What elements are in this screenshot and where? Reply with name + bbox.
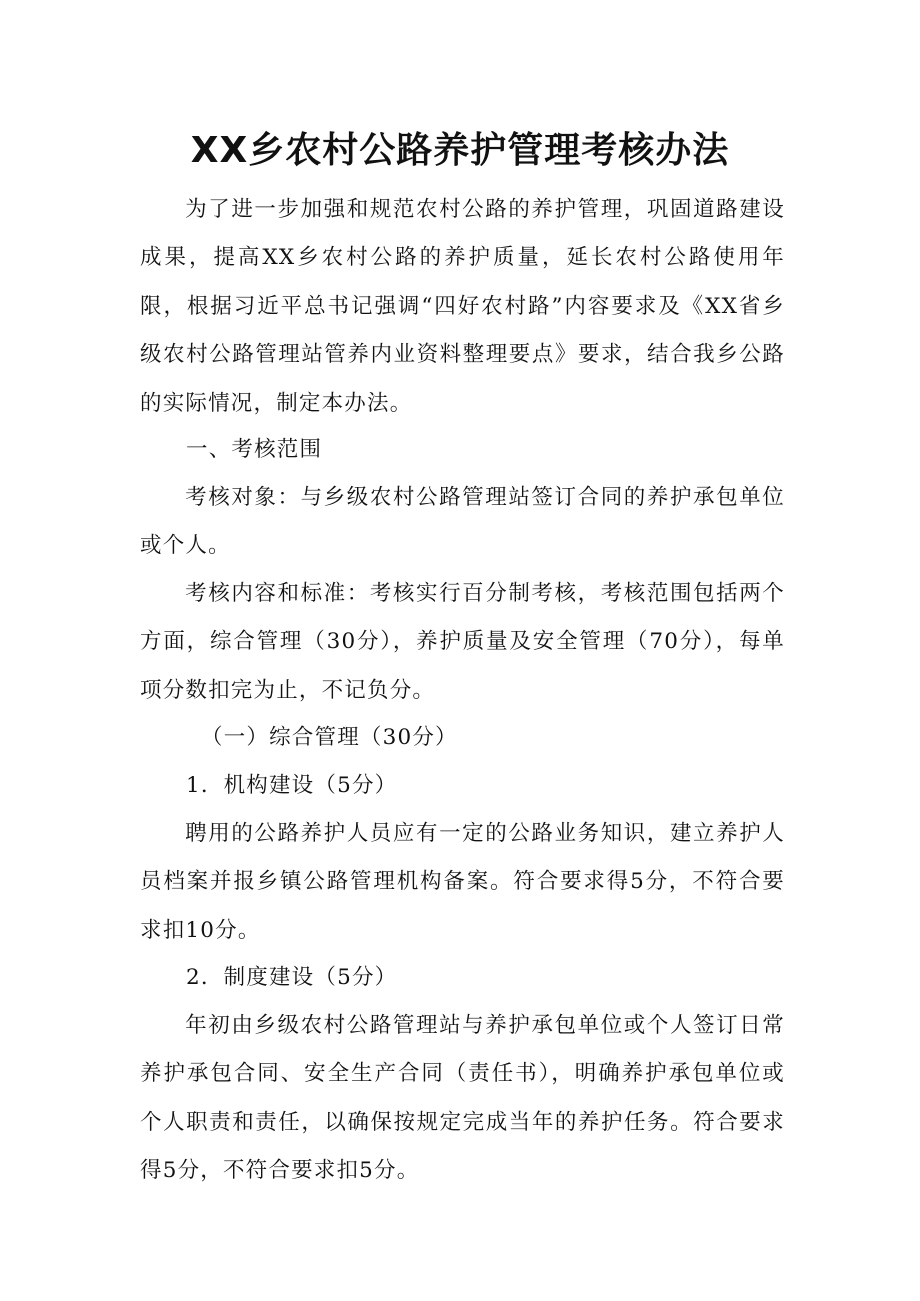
intro-paragraph: 为了进一步加强和规范农村公路的养护管理，巩固道路建设成果，提高XX乡农村公路的养护质量，延长农村公路使用年限，根据习近平总书记强调“四好农村路”内容要求及《XX省乡级农村公路管理站管养内业资料整理要点》要求，结合我乡公路的实际情况，制定本办法。 bbox=[140, 197, 785, 416]
item-heading-organization: 1．机构建设（5分） bbox=[186, 773, 398, 798]
item-heading-system: 2．制度建设（5分） bbox=[186, 965, 398, 990]
scope-object-paragraph: 考核对象：与乡级农村公路管理站签订合同的养护承包单位或个人。 bbox=[140, 485, 785, 559]
organization-paragraph: 聘用的公路养护人员应有一定的公路业务知识，建立养护人员档案并报乡镇公路管理机构备案。符合要求得5分，不符合要求扣10分。 bbox=[140, 821, 785, 943]
system-paragraph: 年初由乡级农村公路管理站与养护承包单位或个人签订日常养护承包合同、安全生产合同（责任书），明确养护承包单位或个人职责和责任，以确保按规定完成当年的养护任务。符合要求得5分，不符合要求扣5分。 bbox=[140, 1013, 785, 1184]
document-title: XX乡农村公路养护管理考核办法 bbox=[190, 130, 730, 171]
scope-content-paragraph: 考核内容和标准：考核实行百分制考核，考核范围包括两个方面，综合管理（30分），养护质量及安全管理（70分），每单项分数扣完为止，不记负分。 bbox=[140, 581, 785, 703]
subsection-heading-general-management: （一）综合管理（30分） bbox=[201, 725, 458, 750]
section-heading-scope: 一、考核范围 bbox=[186, 437, 323, 462]
